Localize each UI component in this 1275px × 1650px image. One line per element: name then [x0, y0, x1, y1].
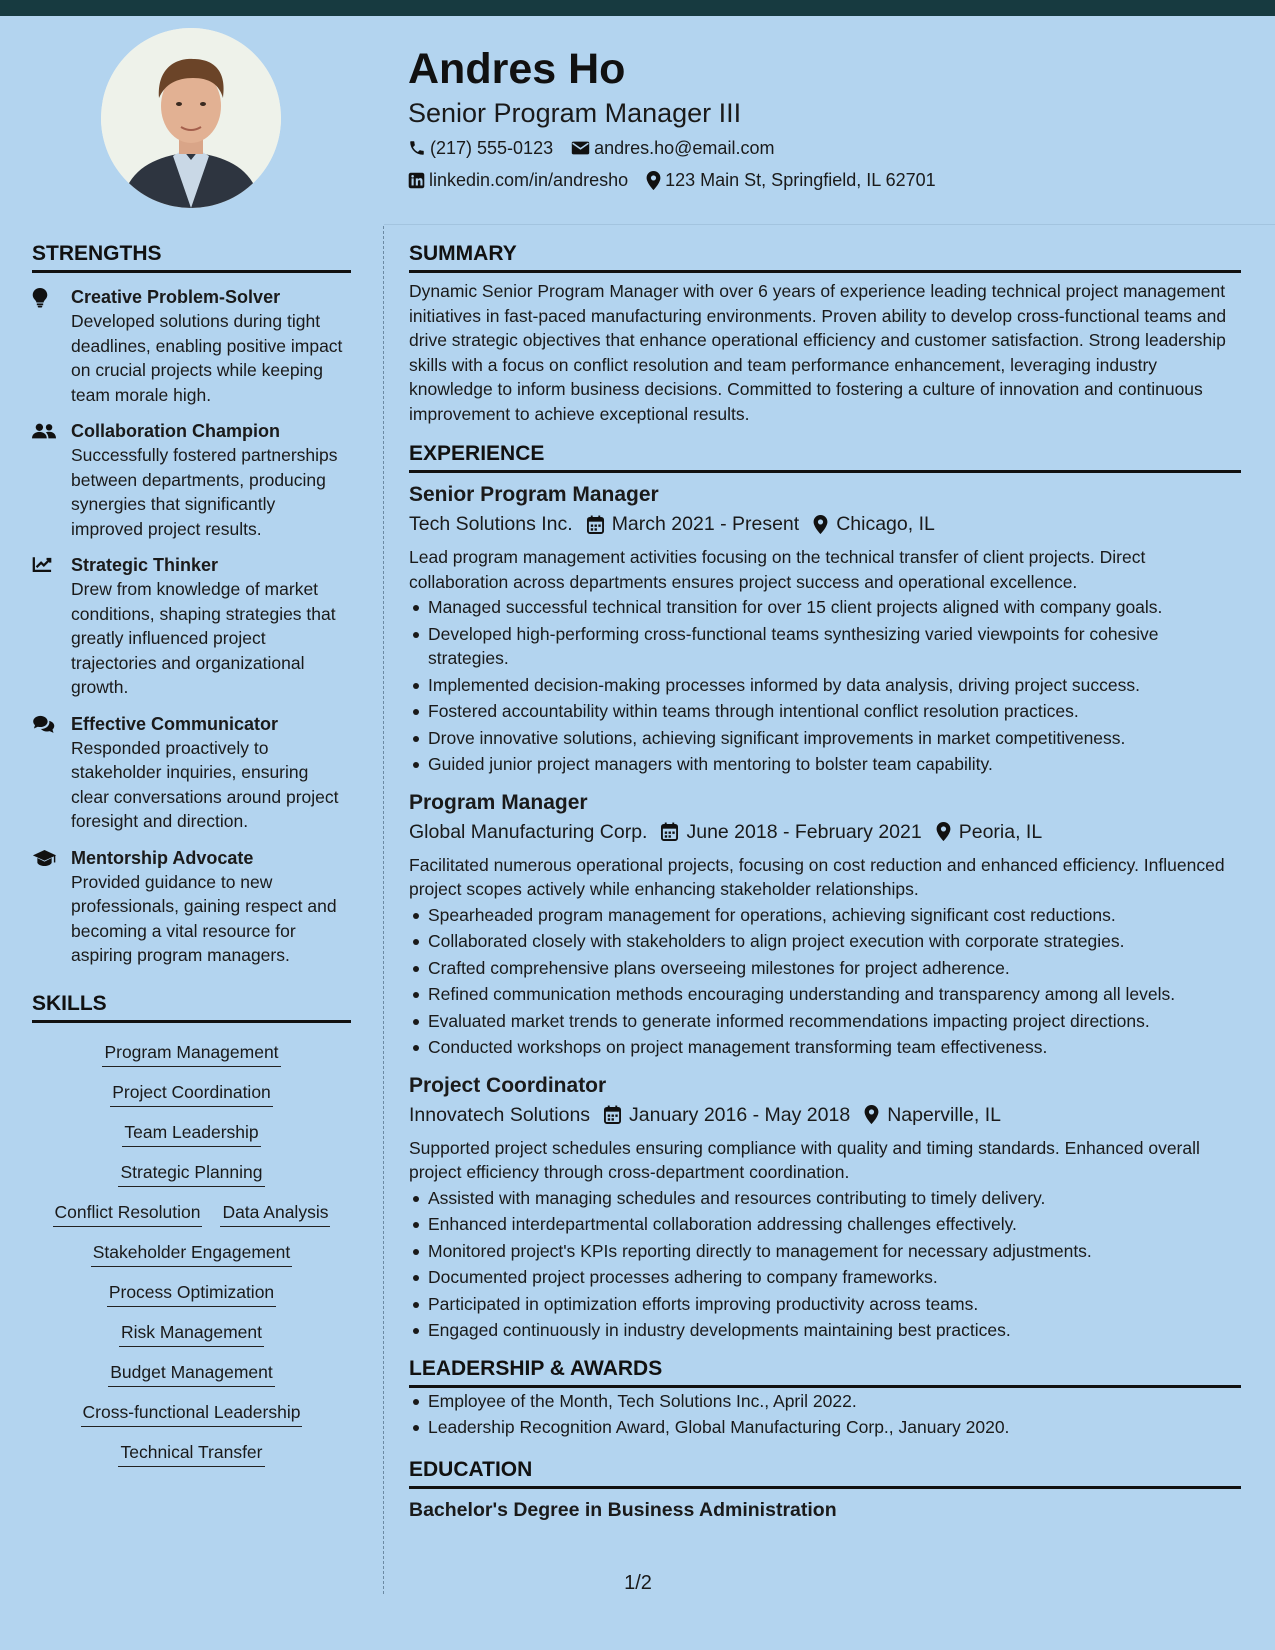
- skill-tag: Data Analysis: [220, 1200, 330, 1227]
- email-contact[interactable]: [571, 136, 774, 160]
- job-dates: March 2021 - Present: [611, 513, 800, 535]
- strength-item: [32, 553, 351, 700]
- candidate-name: Andres Ho: [408, 45, 626, 93]
- job-meta: [409, 819, 1241, 845]
- linkedin-text: linkedin.com/in/andresho: [429, 170, 629, 190]
- profile-photo: [101, 28, 281, 208]
- job-bullet: Participated in optimization efforts improving productivity across teams.: [409, 1292, 1241, 1317]
- job-bullet: Refined communication methods encouraging understanding and transparency among all levels.: [409, 982, 1241, 1007]
- skill-tag: Stakeholder Engagement: [91, 1240, 293, 1267]
- job-bullets: [409, 903, 1241, 1060]
- column-divider: [383, 226, 384, 1594]
- job-bullet: Engaged continuously in industry developments maintaining best practices.: [409, 1318, 1241, 1343]
- job-entry: [409, 789, 1241, 1060]
- page-number: 1/2: [624, 1572, 652, 1594]
- job-dates: January 2016 - May 2018: [629, 1103, 851, 1126]
- skill-tag: Budget Management: [108, 1360, 274, 1387]
- strength-item: [32, 712, 351, 834]
- lightbulb-icon: [32, 288, 48, 308]
- experience-heading: EXPERIENCE: [409, 440, 1241, 473]
- phone-text: (217) 555-0123: [430, 138, 554, 158]
- job-bullet: Drove innovative solutions, achieving significant improvements in market competitiveness.: [409, 726, 1241, 751]
- job-bullet: Guided junior project managers with mentoring to bolster team capability.: [409, 752, 1241, 777]
- skill-tag: Technical Transfer: [118, 1440, 264, 1467]
- job-company: Innovatech Solutions: [409, 1103, 591, 1126]
- envelope-icon: [571, 140, 590, 156]
- address-text: 123 Main St, Springfield, IL 62701: [665, 170, 936, 190]
- strength-title: Strategic Thinker: [71, 555, 219, 575]
- job-entry: [409, 1072, 1241, 1343]
- job-dates: June 2018 - February 2021: [686, 820, 922, 843]
- skill-tag: Risk Management: [119, 1320, 264, 1347]
- job-location: Peoria, IL: [958, 820, 1043, 843]
- contact-row-1: [408, 136, 1248, 160]
- strength-title: Effective Communicator: [71, 713, 279, 734]
- skills-list: [32, 1027, 351, 1467]
- address-contact: [646, 168, 936, 192]
- skill-tag: Project Coordination: [110, 1080, 273, 1107]
- comments-icon: [32, 715, 56, 733]
- job-bullet: Collaborated closely with stakeholders to align project execution with corporate strategies.: [409, 929, 1241, 954]
- job-description: Lead program management activities focusing on the technical transfer of client projects. Direct collaboration across departments ensures project success and operational excellence.: [409, 547, 1146, 592]
- strength-title: Mentorship Advocate: [71, 847, 254, 868]
- header-divider: [384, 224, 1275, 225]
- strength-desc: Developed solutions during tight deadlines, enabling positive impact on crucial projects while keeping team morale high.: [71, 311, 343, 405]
- map-marker-icon: [813, 515, 828, 534]
- job-description: Facilitated numerous operational projects, focusing on cost reduction and enhanced efficiency. Influenced project scopes actively while enhancing stakeholder relationships.: [409, 854, 1225, 899]
- job-role: Program Manager: [409, 790, 588, 814]
- job-bullet: Conducted workshops on project management transforming team effectiveness.: [409, 1035, 1241, 1060]
- awards-list: [409, 1389, 1241, 1440]
- contact-row-2: [408, 168, 1248, 192]
- award-item: Leadership Recognition Award, Global Manufacturing Corp., January 2020.: [409, 1415, 1241, 1440]
- strength-title: Collaboration Champion: [71, 421, 280, 441]
- linkedin-icon: [408, 172, 425, 189]
- strength-desc: Drew from knowledge of market conditions, shaping strategies that greatly influenced project trajectories and organizational growth.: [71, 579, 336, 697]
- skill-tag: Cross-functional Leadership: [81, 1400, 303, 1427]
- job-entry: [409, 481, 1241, 777]
- job-bullet: Documented project processes adhering to company frameworks.: [409, 1265, 1241, 1290]
- calendar-icon: [661, 822, 678, 841]
- phone-icon: [408, 139, 426, 157]
- strength-desc: Successfully fostered partnerships between departments, producing synergies that significantly improved project results.: [71, 445, 338, 539]
- job-bullet: Assisted with managing schedules and resources contributing to timely delivery.: [409, 1186, 1241, 1211]
- resume-header: [408, 42, 1248, 192]
- phone-contact[interactable]: [408, 136, 553, 160]
- job-bullet: Enhanced interdepartmental collaboration addressing challenges effectively.: [409, 1212, 1241, 1237]
- job-company: Global Manufacturing Corp.: [409, 820, 648, 843]
- award-item: Employee of the Month, Tech Solutions Inc., April 2022.: [409, 1389, 1241, 1414]
- chart-line-icon: [32, 556, 52, 573]
- map-marker-icon: [646, 171, 661, 190]
- strengths-heading: STRENGTHS: [32, 240, 351, 273]
- summary-heading: SUMMARY: [409, 240, 1241, 273]
- calendar-icon: [604, 1105, 621, 1124]
- job-meta: [409, 1102, 1241, 1128]
- job-location: Naperville, IL: [887, 1103, 1001, 1126]
- skill-tag: Process Optimization: [107, 1280, 276, 1307]
- job-bullet: Developed high-performing cross-functional teams synthesizing varied viewpoints for cohesive strategies.: [409, 622, 1241, 671]
- degree-title: Bachelor's Degree in Business Administration: [409, 1498, 837, 1521]
- strength-desc: Provided guidance to new professionals, gaining respect and becoming a vital resource for aspiring program managers.: [71, 871, 337, 965]
- job-bullet: Crafted comprehensive plans overseeing milestones for project adherence.: [409, 956, 1241, 981]
- job-meta: [409, 511, 1241, 537]
- candidate-title: Senior Program Manager III: [408, 98, 742, 128]
- users-icon: [32, 422, 56, 440]
- strength-desc: Responded proactively to stakeholder inquiries, ensuring clear conversations around project foresight and direction.: [71, 737, 339, 831]
- job-bullets: [409, 1186, 1241, 1343]
- right-column: [409, 240, 1241, 1523]
- skill-tag: Program Management: [102, 1040, 280, 1067]
- skills-heading: SKILLS: [32, 990, 351, 1023]
- summary-text: Dynamic Senior Program Manager with over 6 years of experience leading technical project management initiatives in fast-paced manufacturing environments. Proven ability to develop cross-functional teams and drive strategic objectives that enhance operational efficiency and customer satisfaction. Strong leadership skills with a focus on conflict resolution and team performance enhancement, leveraging industry knowledge to inform business decisions. Committed to fostering a culture of innovation and continuous improvement to achieve exceptional results.: [409, 281, 1227, 424]
- map-marker-icon: [936, 822, 951, 841]
- graduation-cap-icon: [32, 849, 57, 867]
- top-accent-bar: [0, 0, 1275, 16]
- job-location: Chicago, IL: [836, 513, 935, 535]
- job-bullet: Monitored project's KPIs reporting directly to management for necessary adjustments.: [409, 1239, 1241, 1264]
- linkedin-contact[interactable]: [408, 168, 628, 192]
- strength-title: Creative Problem-Solver: [71, 287, 281, 307]
- strength-item: [32, 846, 351, 968]
- strength-item: [32, 285, 351, 407]
- left-column: [32, 240, 351, 1467]
- job-role: Project Coordinator: [409, 1073, 607, 1097]
- education-heading: EDUCATION: [409, 1456, 1241, 1489]
- job-company: Tech Solutions Inc.: [409, 513, 573, 535]
- strength-item: [32, 419, 351, 541]
- job-bullet: Fostered accountability within teams through intentional conflict resolution practices.: [409, 699, 1241, 724]
- job-bullet: Implemented decision-making processes informed by data analysis, driving project success.: [409, 673, 1241, 698]
- job-bullets: [409, 595, 1241, 777]
- skill-tag: Strategic Planning: [118, 1160, 264, 1187]
- email-text: andres.ho@email.com: [594, 138, 775, 158]
- skill-tag: Conflict Resolution: [53, 1200, 203, 1227]
- job-bullet: Evaluated market trends to generate informed recommendations impacting project directions.: [409, 1009, 1241, 1034]
- calendar-icon: [587, 515, 604, 534]
- map-marker-icon: [864, 1105, 879, 1124]
- job-role: Senior Program Manager: [409, 483, 659, 506]
- skill-tag: Team Leadership: [122, 1120, 260, 1147]
- job-description: Supported project schedules ensuring compliance with quality and timing standards. Enhanced overall project efficiency through cross-department coordination.: [409, 1137, 1200, 1182]
- leadership-heading: LEADERSHIP & AWARDS: [409, 1355, 1241, 1388]
- job-bullet: Managed successful technical transition for over 15 client projects aligned with company goals.: [409, 595, 1241, 620]
- job-bullet: Spearheaded program management for operations, achieving significant cost reductions.: [409, 903, 1241, 928]
